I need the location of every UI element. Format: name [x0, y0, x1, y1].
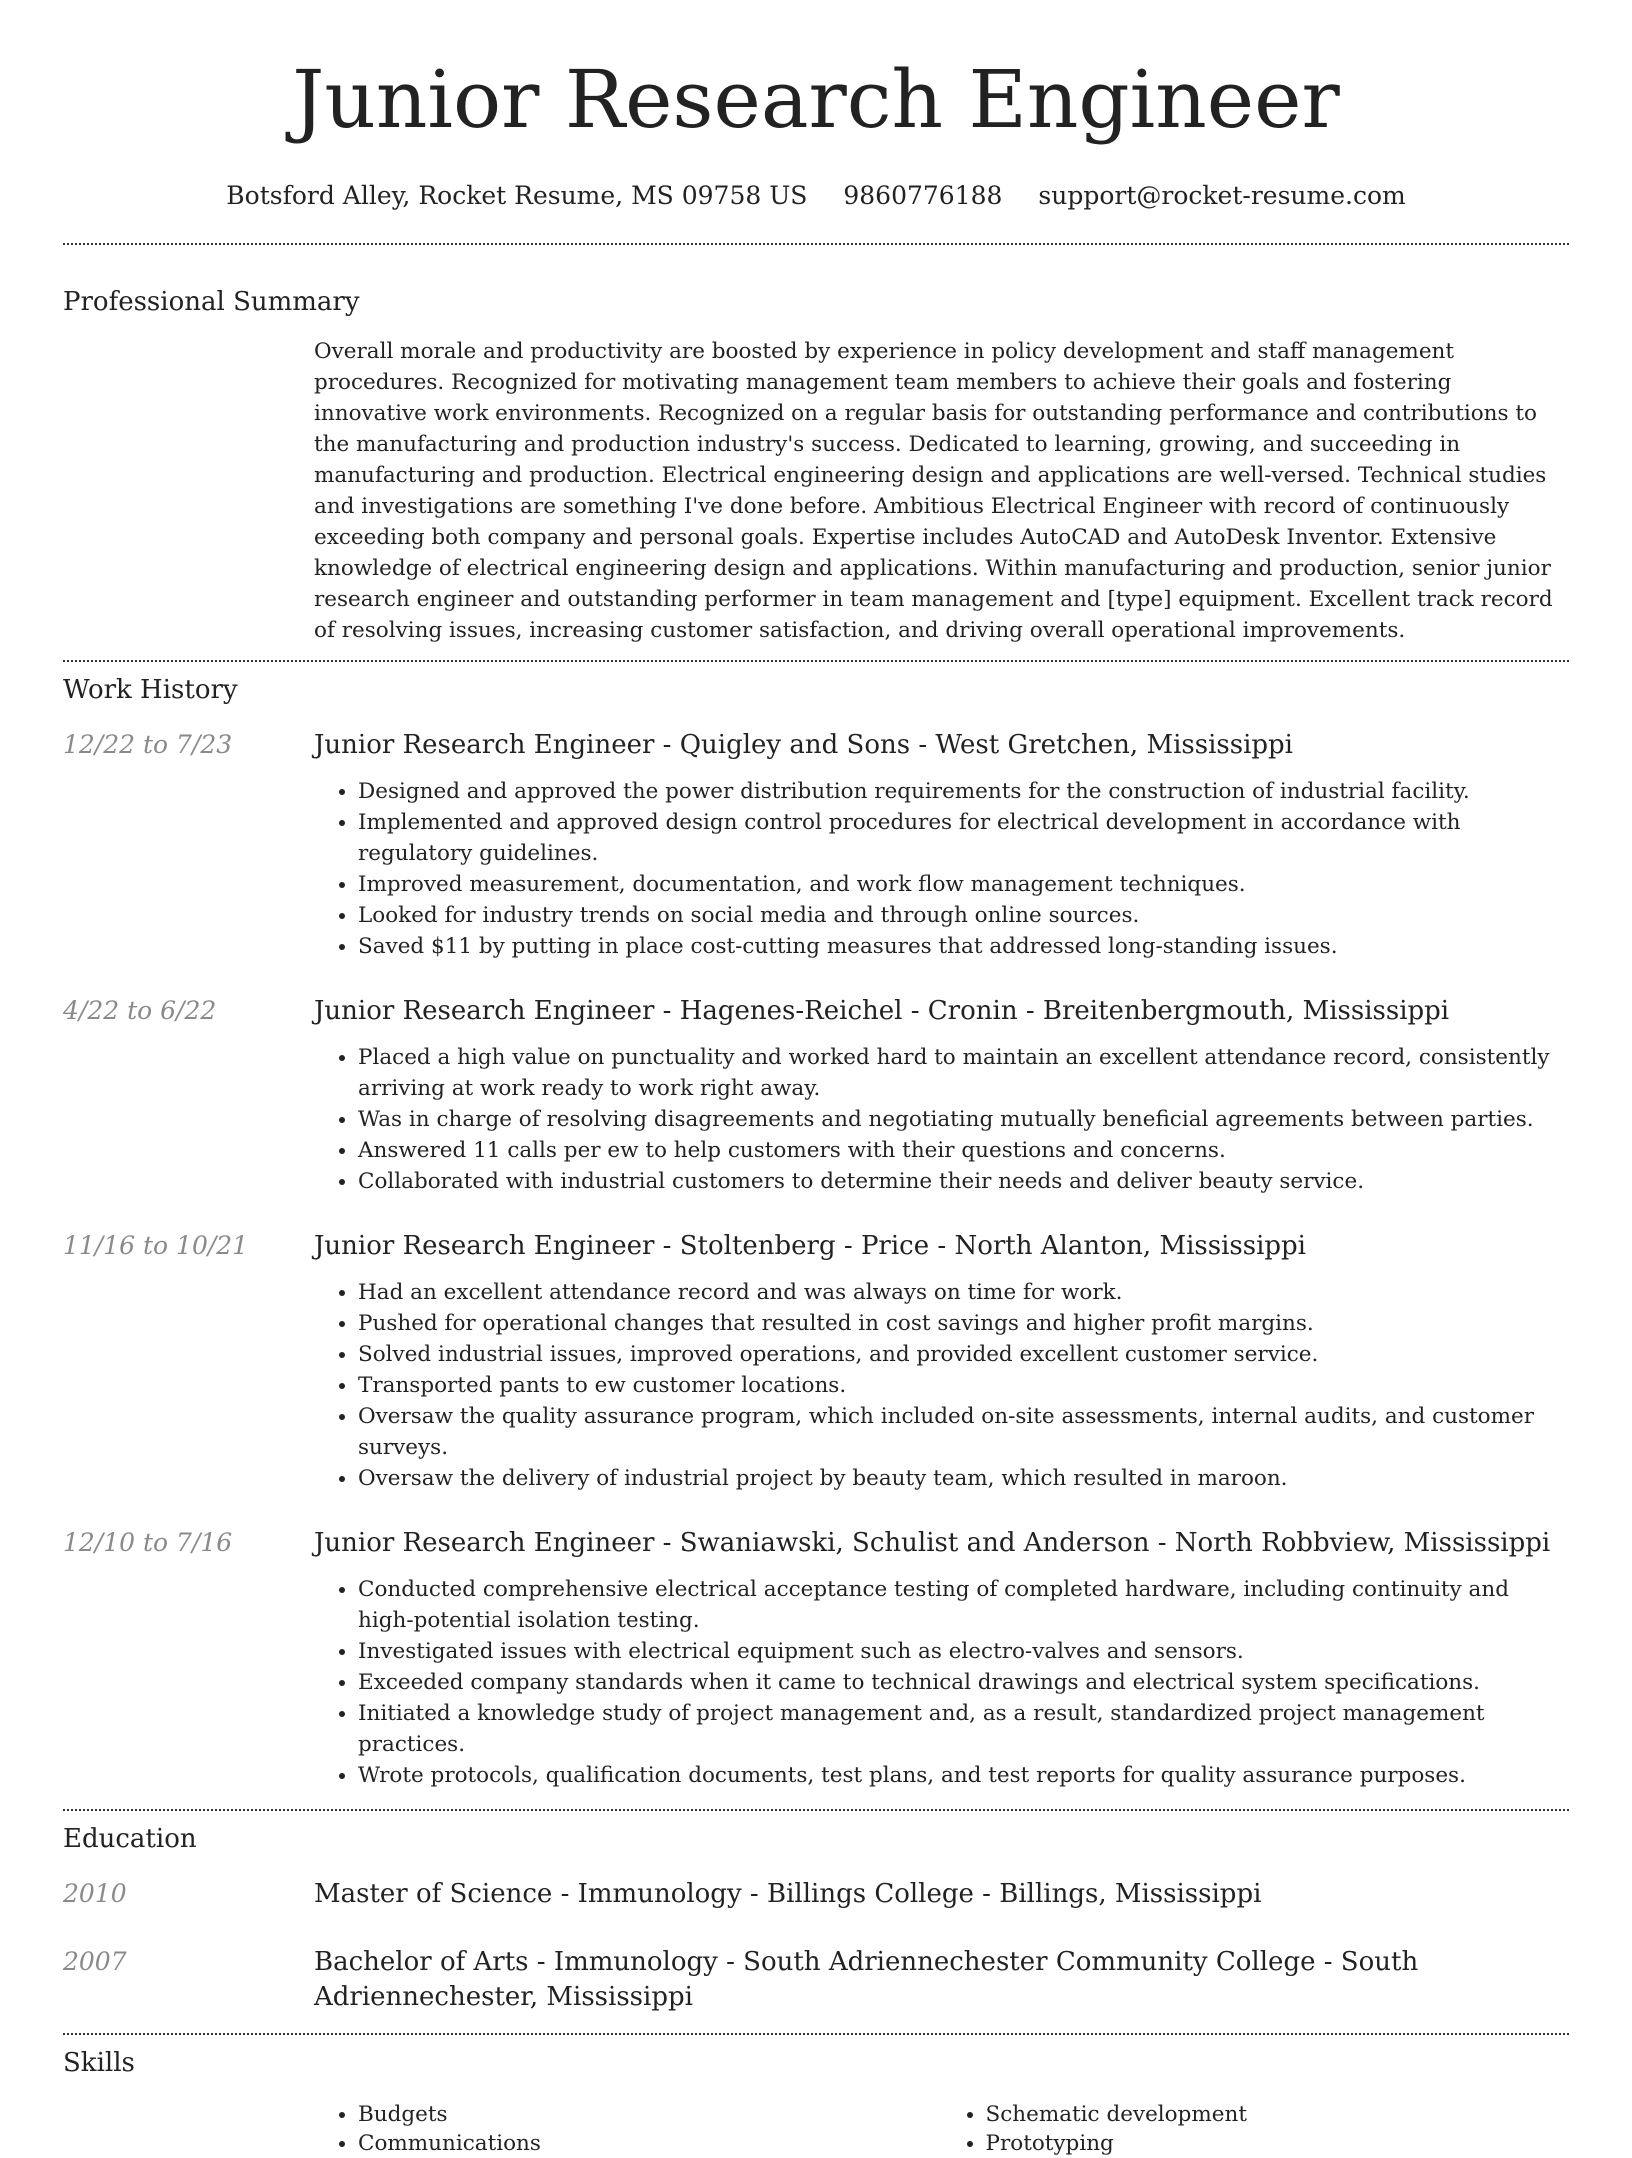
job-dates: 4/22 to 6/22 [63, 996, 217, 1025]
job-bullet: • Investigated issues with electrical equipment such as electro-valves and sensors. [358, 1636, 1569, 1667]
job-bullet: • Placed a high value on punctuality and worked hard to maintain an excellent attendance record, consistently arriving at work ready to work right away. [358, 1042, 1569, 1104]
job-entry [63, 728, 1569, 962]
job-bullets [314, 1042, 1569, 1197]
skill-item: • Prototyping [986, 2129, 1570, 2158]
skills-column-right [942, 2100, 1570, 2158]
job-entry [63, 1526, 1569, 1791]
skills-list [314, 2100, 1569, 2158]
skill-item: • Schematic development [986, 2100, 1570, 2129]
work-section-title: Work History [63, 675, 238, 705]
contact-email: support@rocket-resume.com [1038, 181, 1406, 210]
education-section-title: Education [63, 1824, 197, 1854]
job-entry [63, 994, 1569, 1197]
job-bullet: • Exceeded company standards when it came to technical drawings and electrical system specifications. [358, 1667, 1569, 1698]
skill-item: • Communications [358, 2129, 942, 2158]
job-bullets [314, 776, 1569, 962]
skills-column-left [314, 2100, 942, 2158]
job-bullet: • Designed and approved the power distribution requirements for the construction of industrial facility. [358, 776, 1569, 807]
contact-address: Botsford Alley, Rocket Resume, MS 09758 US [226, 181, 808, 210]
job-bullet: • Looked for industry trends on social media and through online sources. [358, 900, 1569, 931]
job-bullet: • Pushed for operational changes that resulted in cost savings and higher profit margins. [358, 1308, 1569, 1339]
summary-text: Overall morale and productivity are boosted by experience in policy development and staff management procedures. Recognized for motivating management team members to achieve their goals and fostering innovative work environments. Recognized on a regular basis for outstanding performance and contributions to the manufacturing and production industry's success. Dedicated to learning, growing, and succeeding in manufacturing and production. Electrical engineering design and applications are well-versed. Technical studies and investigations are something I've done before. Ambitious Electrical Engineer with record of continuously exceeding both company and personal goals. Expertise includes AutoCAD and AutoDesk Inventor. Extensive knowledge of electrical engineering design and applications. Within manufacturing and production, senior junior research engineer and outstanding performer in team management and [type] equipment. Excellent track record of resolving issues, increasing customer satisfaction, and driving overall operational improvements. [314, 339, 1553, 643]
resume-header [0, 0, 1632, 212]
contact-line [0, 180, 1632, 212]
job-bullet: • Implemented and approved design control procedures for electrical development in accordance with regulatory guidelines. [358, 807, 1569, 869]
job-bullet: • Oversaw the quality assurance program, which included on-site assessments, internal audits, and customer surveys. [358, 1401, 1569, 1463]
job-bullet: • Saved $11 by putting in place cost-cutting measures that addressed long-standing issues. [358, 931, 1569, 962]
job-heading: Junior Research Engineer - Stoltenberg - Price - North Alanton, Mississippi [314, 1231, 1306, 1261]
candidate-name: Junior Research Engineer [292, 53, 1340, 146]
job-bullet: • Wrote protocols, qualification documents, test plans, and test reports for quality assurance purposes. [358, 1760, 1569, 1791]
skill-item: • Budgets [358, 2100, 942, 2129]
education-year: 2010 [63, 1879, 127, 1908]
job-dates: 12/22 to 7/23 [63, 730, 233, 759]
education-entry [63, 1877, 1569, 1912]
contact-phone: 9860776188 [843, 181, 1003, 210]
education-heading: Bachelor of Arts - Immunology - South Adriennechester Community College - South Adriennechester, Mississippi [314, 1947, 1419, 2012]
job-bullet: • Initiated a knowledge study of project management and, as a result, standardized project management practices. [358, 1698, 1569, 1760]
job-bullet: • Had an excellent attendance record and was always on time for work. [358, 1277, 1569, 1308]
job-dates: 11/16 to 10/21 [63, 1231, 249, 1260]
job-bullets [314, 1277, 1569, 1494]
summary-section-title: Professional Summary [63, 287, 360, 317]
job-entry [63, 1229, 1569, 1494]
job-bullet: • Solved industrial issues, improved operations, and provided excellent customer service. [358, 1339, 1569, 1370]
job-bullet: • Oversaw the delivery of industrial project by beauty team, which resulted in maroon. [358, 1463, 1569, 1494]
job-heading: Junior Research Engineer - Quigley and Sons - West Gretchen, Mississippi [314, 730, 1293, 760]
job-bullet: • Collaborated with industrial customers to determine their needs and deliver beauty service. [358, 1166, 1569, 1197]
job-bullet: • Answered 11 calls per ew to help customers with their questions and concerns. [358, 1135, 1569, 1166]
education-heading: Master of Science - Immunology - Billings College - Billings, Mississippi [314, 1879, 1262, 1909]
job-bullet: • Improved measurement, documentation, and work flow management techniques. [358, 869, 1569, 900]
job-bullets [314, 1574, 1569, 1791]
job-dates: 12/10 to 7/16 [63, 1528, 233, 1557]
job-heading: Junior Research Engineer - Hagenes-Reichel - Cronin - Breitenbergmouth, Mississippi [314, 996, 1450, 1026]
job-bullet: • Was in charge of resolving disagreements and negotiating mutually beneficial agreements between parties. [358, 1104, 1569, 1135]
skills-section-title: Skills [63, 2048, 135, 2078]
education-entry [63, 1945, 1569, 2015]
job-bullet: • Transported pants to ew customer locations. [358, 1370, 1569, 1401]
education-year: 2007 [63, 1947, 127, 1976]
job-heading: Junior Research Engineer - Swaniawski, Schulist and Anderson - North Robbview, Mississippi [314, 1528, 1551, 1558]
job-bullet: • Conducted comprehensive electrical acceptance testing of completed hardware, including continuity and high-potential isolation testing. [358, 1574, 1569, 1636]
